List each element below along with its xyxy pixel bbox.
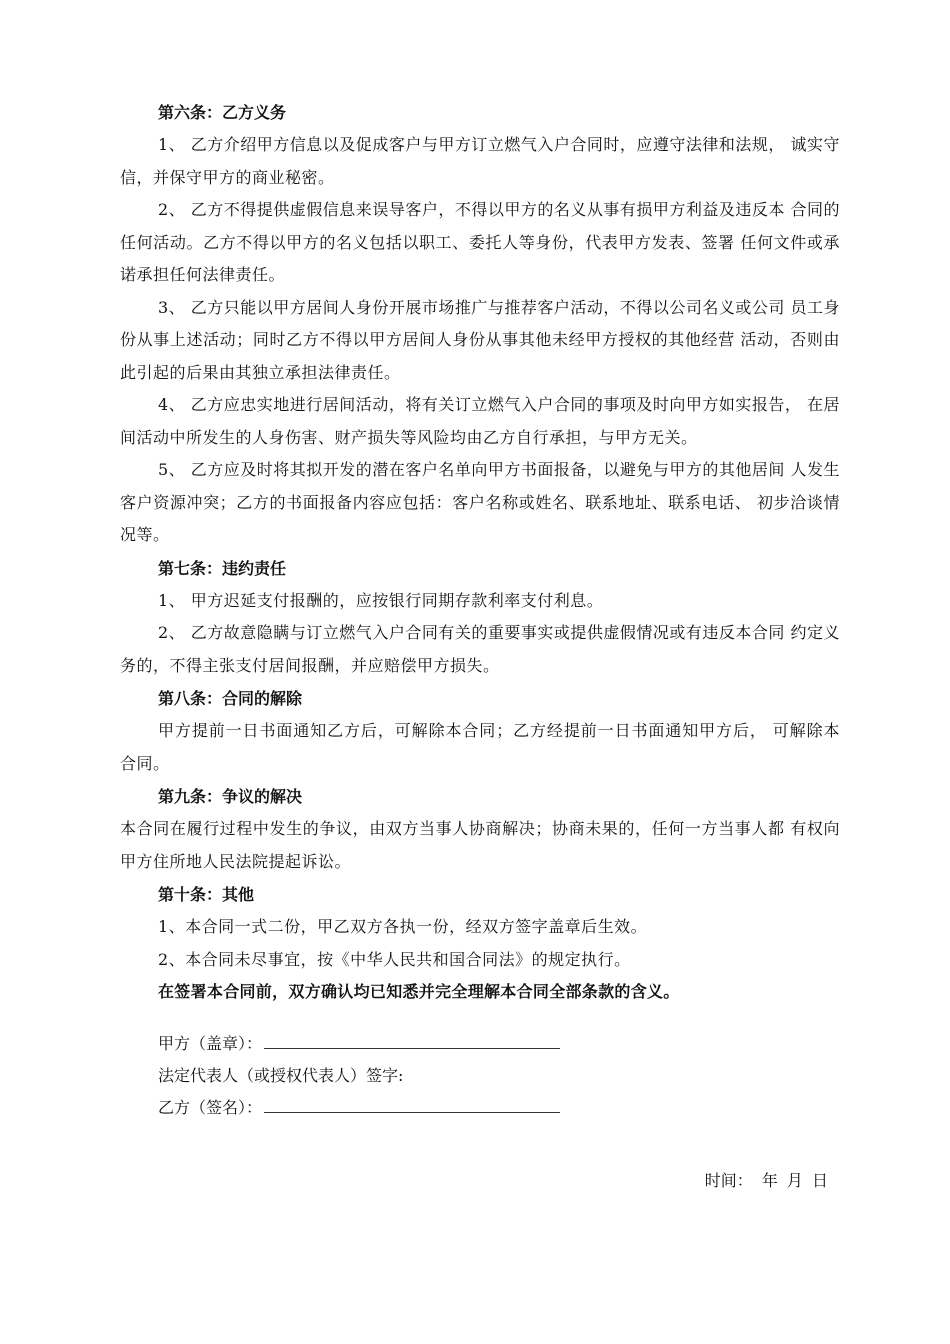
article-8-text: 甲方提前一日书面通知乙方后，可解除本合同；乙方经提前一日书面通知甲方后， 可解除本合同。 xyxy=(120,721,840,773)
article-6-item-2: 2、 乙方不得提供虚假信息来误导客户，不得以甲方的名义从事有损甲方利益及违反本 合同的任何活动。乙方不得以甲方的名义包括以职工、委托人等身份，代表甲方发表、签署 任何文件或承诺承担任何法律责任。 xyxy=(120,200,840,284)
article-10-item-1: 1、本合同一式二份，甲乙双方各执一份，经双方签字盖章后生效。 xyxy=(158,917,648,936)
party-a-signature-row xyxy=(158,1028,840,1060)
article-9-heading: 第九条：争议的解决 xyxy=(158,787,303,806)
article-6-item-4: 4、 乙方应忠实地进行居间活动，将有关订立燃气入户合同的事项及时向甲方如实报告， 在居间活动中所发生的人身伤害、财产损失等风险均由乙方自行承担，与甲方无关。 xyxy=(120,395,840,447)
date-line: 时间： 年 月 日 xyxy=(704,1171,828,1190)
representative-label: 法定代表人（或授权代表人）签字: xyxy=(158,1066,404,1085)
party-a-signature-line[interactable] xyxy=(264,1028,560,1049)
signature-block xyxy=(120,1028,840,1124)
article-6-heading: 第六条：乙方义务 xyxy=(158,103,287,122)
representative-signature-row xyxy=(158,1060,840,1092)
article-7-item-1: 1、 甲方迟延支付报酬的，应按银行同期存款利率支付利息。 xyxy=(158,590,604,610)
confirmation-statement: 在签署本合同前，双方确认均已知悉并完全理解本合同全部条款的含义。 xyxy=(158,982,680,1001)
article-8-heading: 第八条：合同的解除 xyxy=(158,689,303,708)
article-7-item-2: 2、 乙方故意隐瞒与订立燃气入户合同有关的重要事实或提供虚假情况或有违反本合同 约定义务的，不得主张支付居间报酬，并应赔偿甲方损失。 xyxy=(120,623,840,675)
article-6-item-3: 3、 乙方只能以甲方居间人身份开展市场推广与推荐客户活动，不得以公司名义或公司 员工身份从事上述活动；同时乙方不得以甲方居间人身份从事其他未经甲方授权的其他经营 活动，否则由此引起的后果由其独立承担法律责任。 xyxy=(120,297,840,382)
party-a-label: 甲方（盖章）： xyxy=(158,1034,263,1053)
party-b-signature-row xyxy=(158,1092,840,1124)
article-6-item-5: 5、 乙方应及时将其拟开发的潜在客户名单向甲方书面报备，以避免与甲方的其他居间 人发生客户资源冲突；乙方的书面报备内容应包括：客户名称或姓名、联系地址、联系电话、 初步洽谈情况等。 xyxy=(120,460,840,544)
article-6-item-1: 1、 乙方介绍甲方信息以及促成客户与甲方订立燃气入户合同时，应遵守法律和法规， 诚实守信，并保守甲方的商业秘密。 xyxy=(120,135,840,187)
party-b-label: 乙方（签名）： xyxy=(158,1098,263,1117)
party-b-signature-line[interactable] xyxy=(264,1092,560,1113)
article-10-item-2: 2、本合同未尽事宜，按《中华人民共和国合同法》的规定执行。 xyxy=(158,949,631,969)
article-9-text: 本合同在履行过程中发生的争议，由双方当事人协商解决；协商未果的，任何一方当事人都 有权向甲方住所地人民法院提起诉讼。 xyxy=(120,819,840,871)
article-7-heading: 第七条：违约责任 xyxy=(158,558,287,578)
contract-body xyxy=(120,96,840,1124)
article-10-heading: 第十条：其他 xyxy=(158,885,255,904)
